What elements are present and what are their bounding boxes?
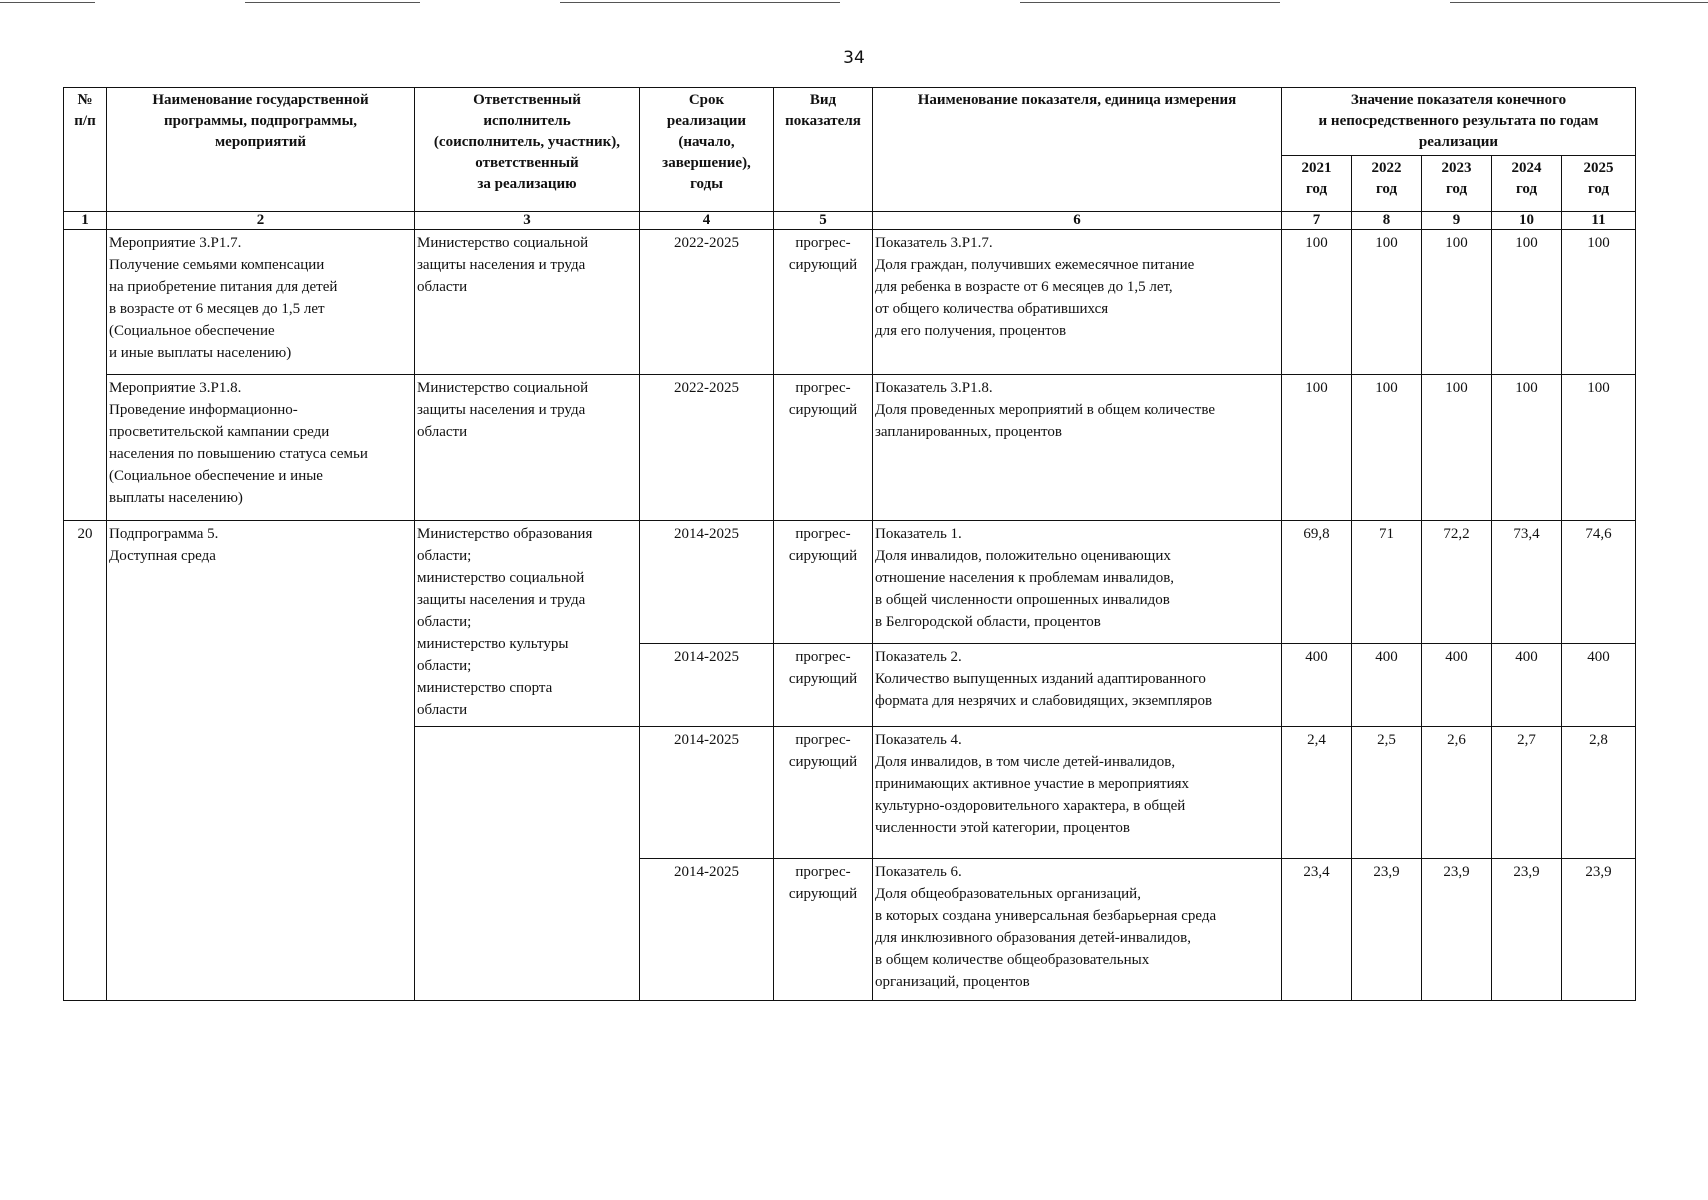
row-program: Мероприятие 3.Р1.7. Получение семьями компенсации на приобретение питания для детей в возрасте от 6 месяцев до 1,5 лет (Социальное обеспечение и иные выплаты населению) [107, 230, 415, 375]
row-term: 2022-2025 [640, 375, 774, 521]
column-number: 10 [1492, 212, 1562, 230]
row-value: 2,6 [1422, 727, 1492, 859]
program-table [63, 87, 1636, 1001]
row-value: 23,9 [1352, 859, 1422, 1001]
row-value: 69,8 [1282, 521, 1352, 644]
column-number-row [64, 212, 1636, 230]
row-term: 2014-2025 [640, 727, 774, 859]
scan-border-line [1450, 2, 1708, 3]
header-executor: Ответственный исполнитель (соисполнитель, участник), ответственный за реализацию [415, 88, 640, 212]
row-value: 23,9 [1562, 859, 1636, 1001]
row-kind: прогрес- сирующий [774, 644, 873, 727]
row-value: 100 [1422, 230, 1492, 375]
row-kind: прогрес- сирующий [774, 521, 873, 644]
scan-border-line [1020, 2, 1280, 3]
scan-border-line [245, 2, 420, 3]
table-row [64, 521, 1636, 644]
column-number: 7 [1282, 212, 1352, 230]
row-value: 2,8 [1562, 727, 1636, 859]
row-kind: прогрес- сирующий [774, 727, 873, 859]
row-value: 2,7 [1492, 727, 1562, 859]
header-year: 2021 год [1282, 156, 1352, 212]
row-indicator: Показатель 2. Количество выпущенных изданий адаптированного формата для незрячих и слабовидящих, экземпляров [873, 644, 1282, 727]
row-value: 2,4 [1282, 727, 1352, 859]
row-indicator: Показатель 1. Доля инвалидов, положительно оценивающих отношение населения к проблемам инвалидов, в общей численности опрошенных инвалидов в Белгородской области, процентов [873, 521, 1282, 644]
scan-border-line [0, 2, 95, 3]
row-term: 2014-2025 [640, 859, 774, 1001]
row-value: 2,5 [1352, 727, 1422, 859]
row-value: 72,2 [1422, 521, 1492, 644]
row-num [64, 230, 107, 521]
row-kind: прогрес- сирующий [774, 859, 873, 1001]
row-term: 2014-2025 [640, 644, 774, 727]
row-value: 400 [1562, 644, 1636, 727]
header-year: 2024 год [1492, 156, 1562, 212]
header-values-group: Значение показателя конечного и непосредственного результата по годам реализации [1282, 88, 1636, 156]
row-executor: Министерство социальной защиты населения и труда области [415, 230, 640, 375]
row-indicator: Показатель 6. Доля общеобразовательных организаций, в которых создана универсальная безбарьерная среда для инклюзивного образования детей-инвалидов, в общем количестве общеобразовательных организаций, процентов [873, 859, 1282, 1001]
header-program: Наименование государственной программы, подпрограммы, мероприятий [107, 88, 415, 212]
column-number: 6 [873, 212, 1282, 230]
row-value: 400 [1492, 644, 1562, 727]
row-value: 400 [1422, 644, 1492, 727]
row-value: 100 [1352, 375, 1422, 521]
row-value: 100 [1422, 375, 1492, 521]
row-value: 71 [1352, 521, 1422, 644]
column-number: 3 [415, 212, 640, 230]
row-value: 73,4 [1492, 521, 1562, 644]
column-number: 9 [1422, 212, 1492, 230]
row-program: Подпрограмма 5. Доступная среда [107, 521, 415, 1001]
row-executor: Министерство социальной защиты населения и труда области [415, 375, 640, 521]
header-year: 2023 год [1422, 156, 1492, 212]
row-term: 2014-2025 [640, 521, 774, 644]
column-number: 5 [774, 212, 873, 230]
row-value: 400 [1282, 644, 1352, 727]
row-value: 23,9 [1492, 859, 1562, 1001]
header-year: 2022 год [1352, 156, 1422, 212]
scan-border-line [560, 2, 840, 3]
table-row [64, 375, 1636, 521]
row-value: 23,9 [1422, 859, 1492, 1001]
header-kind: Вид показателя [774, 88, 873, 212]
header-num: № п/п [64, 88, 107, 212]
column-number: 1 [64, 212, 107, 230]
row-indicator: Показатель 3.Р1.8. Доля проведенных мероприятий в общем количестве запланированных, процентов [873, 375, 1282, 521]
column-number: 11 [1562, 212, 1636, 230]
row-value: 74,6 [1562, 521, 1636, 644]
table-row [64, 230, 1636, 375]
header-indicator: Наименование показателя, единица измерения [873, 88, 1282, 212]
row-indicator: Показатель 4. Доля инвалидов, в том числе детей-инвалидов, принимающих активное участие в мероприятиях культурно-оздоровительного характера, в общей численности этой категории, процентов [873, 727, 1282, 859]
row-value: 100 [1562, 375, 1636, 521]
column-number: 4 [640, 212, 774, 230]
row-indicator: Показатель 3.Р1.7. Доля граждан, получивших ежемесячное питание для ребенка в возрасте от 6 месяцев до 1,5 лет, от общего количества обратившихся для его получения, процентов [873, 230, 1282, 375]
row-value: 400 [1352, 644, 1422, 727]
column-number: 2 [107, 212, 415, 230]
row-executor: Министерство образования области; министерство социальной защиты населения и труда области; министерство культуры области; министерство спорта области [415, 521, 640, 727]
row-term: 2022-2025 [640, 230, 774, 375]
page-number: 34 [843, 48, 865, 68]
row-value: 100 [1282, 375, 1352, 521]
row-executor-empty [415, 727, 640, 1001]
header-term: Срок реализации (начало, завершение), годы [640, 88, 774, 212]
row-value: 23,4 [1282, 859, 1352, 1001]
row-num: 20 [64, 521, 107, 1001]
header-year: 2025 год [1562, 156, 1636, 212]
row-kind: прогрес- сирующий [774, 230, 873, 375]
row-value: 100 [1352, 230, 1422, 375]
row-value: 100 [1492, 230, 1562, 375]
row-value: 100 [1282, 230, 1352, 375]
row-value: 100 [1492, 375, 1562, 521]
row-kind: прогрес- сирующий [774, 375, 873, 521]
row-program: Мероприятие 3.Р1.8. Проведение информационно- просветительской кампании среди населения по повышению статуса семьи (Социальное обеспечение и иные выплаты населению) [107, 375, 415, 521]
row-value: 100 [1562, 230, 1636, 375]
column-number: 8 [1352, 212, 1422, 230]
